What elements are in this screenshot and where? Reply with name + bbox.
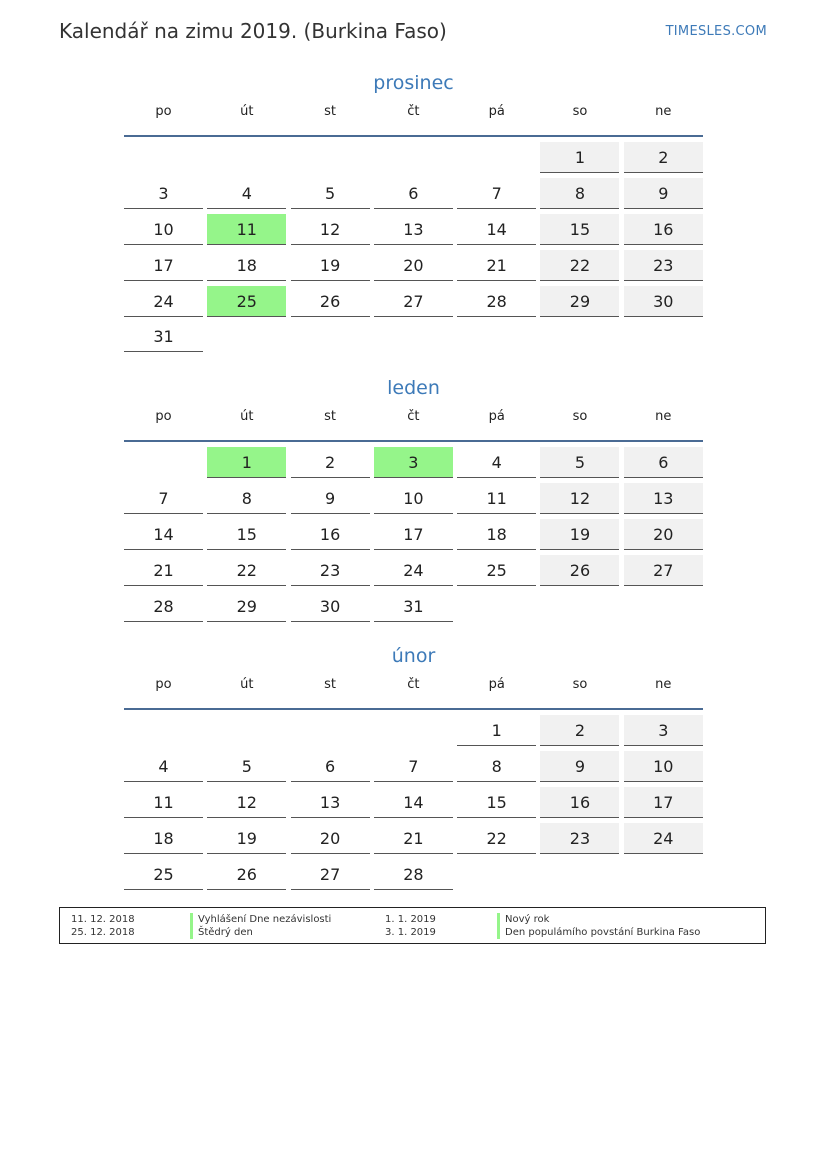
holiday-day-cell: 25 bbox=[207, 286, 286, 317]
day-grid bbox=[124, 447, 703, 622]
weekday-label: st bbox=[324, 677, 337, 692]
empty-cell bbox=[207, 142, 286, 173]
day-cell: 14 bbox=[124, 519, 203, 550]
day-cell: 2 bbox=[540, 715, 619, 746]
weekday-label: so bbox=[572, 409, 588, 424]
day-cell: 10 bbox=[624, 751, 703, 782]
day-cell: 7 bbox=[124, 483, 203, 514]
holiday-legend bbox=[59, 907, 766, 944]
day-cell: 12 bbox=[207, 787, 286, 818]
day-cell: 4 bbox=[124, 751, 203, 782]
day-cell: 25 bbox=[457, 555, 536, 586]
day-cell: 8 bbox=[457, 751, 536, 782]
day-cell: 26 bbox=[207, 859, 286, 890]
legend-holiday-name: Štědrý den bbox=[190, 926, 253, 939]
month-title: prosinec bbox=[373, 72, 454, 94]
day-cell: 8 bbox=[540, 178, 619, 209]
day-cell: 9 bbox=[540, 751, 619, 782]
day-cell: 22 bbox=[207, 555, 286, 586]
day-cell: 12 bbox=[540, 483, 619, 514]
day-cell: 1 bbox=[540, 142, 619, 173]
day-cell: 16 bbox=[624, 214, 703, 245]
day-cell: 17 bbox=[124, 250, 203, 281]
day-grid bbox=[124, 142, 703, 352]
day-cell: 22 bbox=[457, 823, 536, 854]
day-cell: 4 bbox=[457, 447, 536, 478]
day-cell: 17 bbox=[624, 787, 703, 818]
day-cell: 11 bbox=[457, 483, 536, 514]
day-cell: 9 bbox=[624, 178, 703, 209]
day-cell: 19 bbox=[291, 250, 370, 281]
day-cell: 24 bbox=[374, 555, 453, 586]
weekday-label: út bbox=[240, 677, 254, 692]
weekday-label: st bbox=[324, 409, 337, 424]
legend-date: 1. 1. 2019 bbox=[385, 914, 436, 925]
weekday-label: ne bbox=[655, 677, 672, 692]
legend-date: 3. 1. 2019 bbox=[385, 927, 436, 938]
weekday-label: čt bbox=[407, 677, 420, 692]
day-cell: 24 bbox=[624, 823, 703, 854]
day-cell: 21 bbox=[124, 555, 203, 586]
day-cell: 29 bbox=[207, 591, 286, 622]
day-cell: 23 bbox=[291, 555, 370, 586]
day-cell: 18 bbox=[124, 823, 203, 854]
empty-cell bbox=[374, 715, 453, 746]
empty-cell bbox=[124, 447, 203, 478]
day-cell: 6 bbox=[624, 447, 703, 478]
month-title: únor bbox=[391, 645, 436, 667]
day-cell: 31 bbox=[124, 321, 203, 352]
weekday-label: pá bbox=[488, 409, 505, 424]
weekday-label: čt bbox=[407, 104, 420, 119]
weekday-label: ne bbox=[655, 409, 672, 424]
day-cell: 3 bbox=[124, 178, 203, 209]
empty-cell bbox=[291, 142, 370, 173]
day-cell: 12 bbox=[291, 214, 370, 245]
weekday-label: so bbox=[572, 104, 588, 119]
empty-cell bbox=[374, 142, 453, 173]
day-cell: 4 bbox=[207, 178, 286, 209]
legend-date: 25. 12. 2018 bbox=[71, 927, 135, 938]
day-cell: 18 bbox=[457, 519, 536, 550]
weekday-label: pá bbox=[488, 677, 505, 692]
day-cell: 27 bbox=[374, 286, 453, 317]
day-cell: 5 bbox=[291, 178, 370, 209]
day-cell: 26 bbox=[291, 286, 370, 317]
weekday-label: po bbox=[155, 104, 172, 119]
legend-date: 11. 12. 2018 bbox=[71, 914, 135, 925]
day-cell: 6 bbox=[291, 751, 370, 782]
day-cell: 9 bbox=[291, 483, 370, 514]
day-cell: 20 bbox=[624, 519, 703, 550]
empty-cell bbox=[291, 715, 370, 746]
weekday-label: po bbox=[155, 409, 172, 424]
day-cell: 1 bbox=[457, 715, 536, 746]
day-cell: 31 bbox=[374, 591, 453, 622]
day-cell: 2 bbox=[291, 447, 370, 478]
day-cell: 13 bbox=[624, 483, 703, 514]
day-cell: 5 bbox=[540, 447, 619, 478]
day-cell: 30 bbox=[291, 591, 370, 622]
empty-cell bbox=[124, 142, 203, 173]
day-cell: 15 bbox=[457, 787, 536, 818]
day-cell: 16 bbox=[291, 519, 370, 550]
day-cell: 23 bbox=[540, 823, 619, 854]
day-cell: 7 bbox=[457, 178, 536, 209]
weekday-header bbox=[124, 97, 703, 137]
day-cell: 29 bbox=[540, 286, 619, 317]
month-february bbox=[124, 642, 703, 890]
day-cell: 18 bbox=[207, 250, 286, 281]
day-grid bbox=[124, 715, 703, 890]
weekday-label: so bbox=[572, 677, 588, 692]
day-cell: 11 bbox=[124, 787, 203, 818]
day-cell: 24 bbox=[124, 286, 203, 317]
day-cell: 22 bbox=[540, 250, 619, 281]
day-cell: 17 bbox=[374, 519, 453, 550]
day-cell: 27 bbox=[624, 555, 703, 586]
day-cell: 14 bbox=[457, 214, 536, 245]
month-title: leden bbox=[387, 377, 440, 399]
legend-holiday-name: Vyhlášení Dne nezávislosti bbox=[190, 913, 331, 926]
weekday-label: ne bbox=[655, 104, 672, 119]
site-link[interactable]: TIMESLES.COM bbox=[665, 24, 767, 39]
day-cell: 15 bbox=[540, 214, 619, 245]
weekday-header bbox=[124, 402, 703, 442]
day-cell: 19 bbox=[540, 519, 619, 550]
weekday-label: út bbox=[240, 409, 254, 424]
day-cell: 28 bbox=[374, 859, 453, 890]
day-cell: 20 bbox=[374, 250, 453, 281]
day-cell: 3 bbox=[624, 715, 703, 746]
day-cell: 19 bbox=[207, 823, 286, 854]
weekday-label: čt bbox=[407, 409, 420, 424]
day-cell: 28 bbox=[124, 591, 203, 622]
weekday-header bbox=[124, 670, 703, 710]
empty-cell bbox=[207, 715, 286, 746]
holiday-day-cell: 11 bbox=[207, 214, 286, 245]
weekday-label: pá bbox=[488, 104, 505, 119]
day-cell: 7 bbox=[374, 751, 453, 782]
month-january bbox=[124, 374, 703, 622]
day-cell: 14 bbox=[374, 787, 453, 818]
day-cell: 27 bbox=[291, 859, 370, 890]
day-cell: 25 bbox=[124, 859, 203, 890]
empty-cell bbox=[457, 142, 536, 173]
month-december bbox=[124, 69, 703, 352]
holiday-day-cell: 3 bbox=[374, 447, 453, 478]
day-cell: 21 bbox=[374, 823, 453, 854]
day-cell: 10 bbox=[374, 483, 453, 514]
day-cell: 30 bbox=[624, 286, 703, 317]
day-cell: 8 bbox=[207, 483, 286, 514]
day-cell: 6 bbox=[374, 178, 453, 209]
day-cell: 13 bbox=[374, 214, 453, 245]
day-cell: 21 bbox=[457, 250, 536, 281]
legend-holiday-name: Nový rok bbox=[497, 913, 549, 926]
page-title: Kalendář na zimu 2019. (Burkina Faso) bbox=[59, 19, 447, 43]
day-cell: 15 bbox=[207, 519, 286, 550]
day-cell: 26 bbox=[540, 555, 619, 586]
day-cell: 2 bbox=[624, 142, 703, 173]
day-cell: 5 bbox=[207, 751, 286, 782]
day-cell: 13 bbox=[291, 787, 370, 818]
legend-holiday-name: Den populámího povstání Burkina Faso bbox=[497, 926, 700, 939]
empty-cell bbox=[124, 715, 203, 746]
weekday-label: st bbox=[324, 104, 337, 119]
day-cell: 10 bbox=[124, 214, 203, 245]
day-cell: 20 bbox=[291, 823, 370, 854]
weekday-label: po bbox=[155, 677, 172, 692]
day-cell: 23 bbox=[624, 250, 703, 281]
day-cell: 16 bbox=[540, 787, 619, 818]
weekday-label: út bbox=[240, 104, 254, 119]
day-cell: 28 bbox=[457, 286, 536, 317]
holiday-day-cell: 1 bbox=[207, 447, 286, 478]
